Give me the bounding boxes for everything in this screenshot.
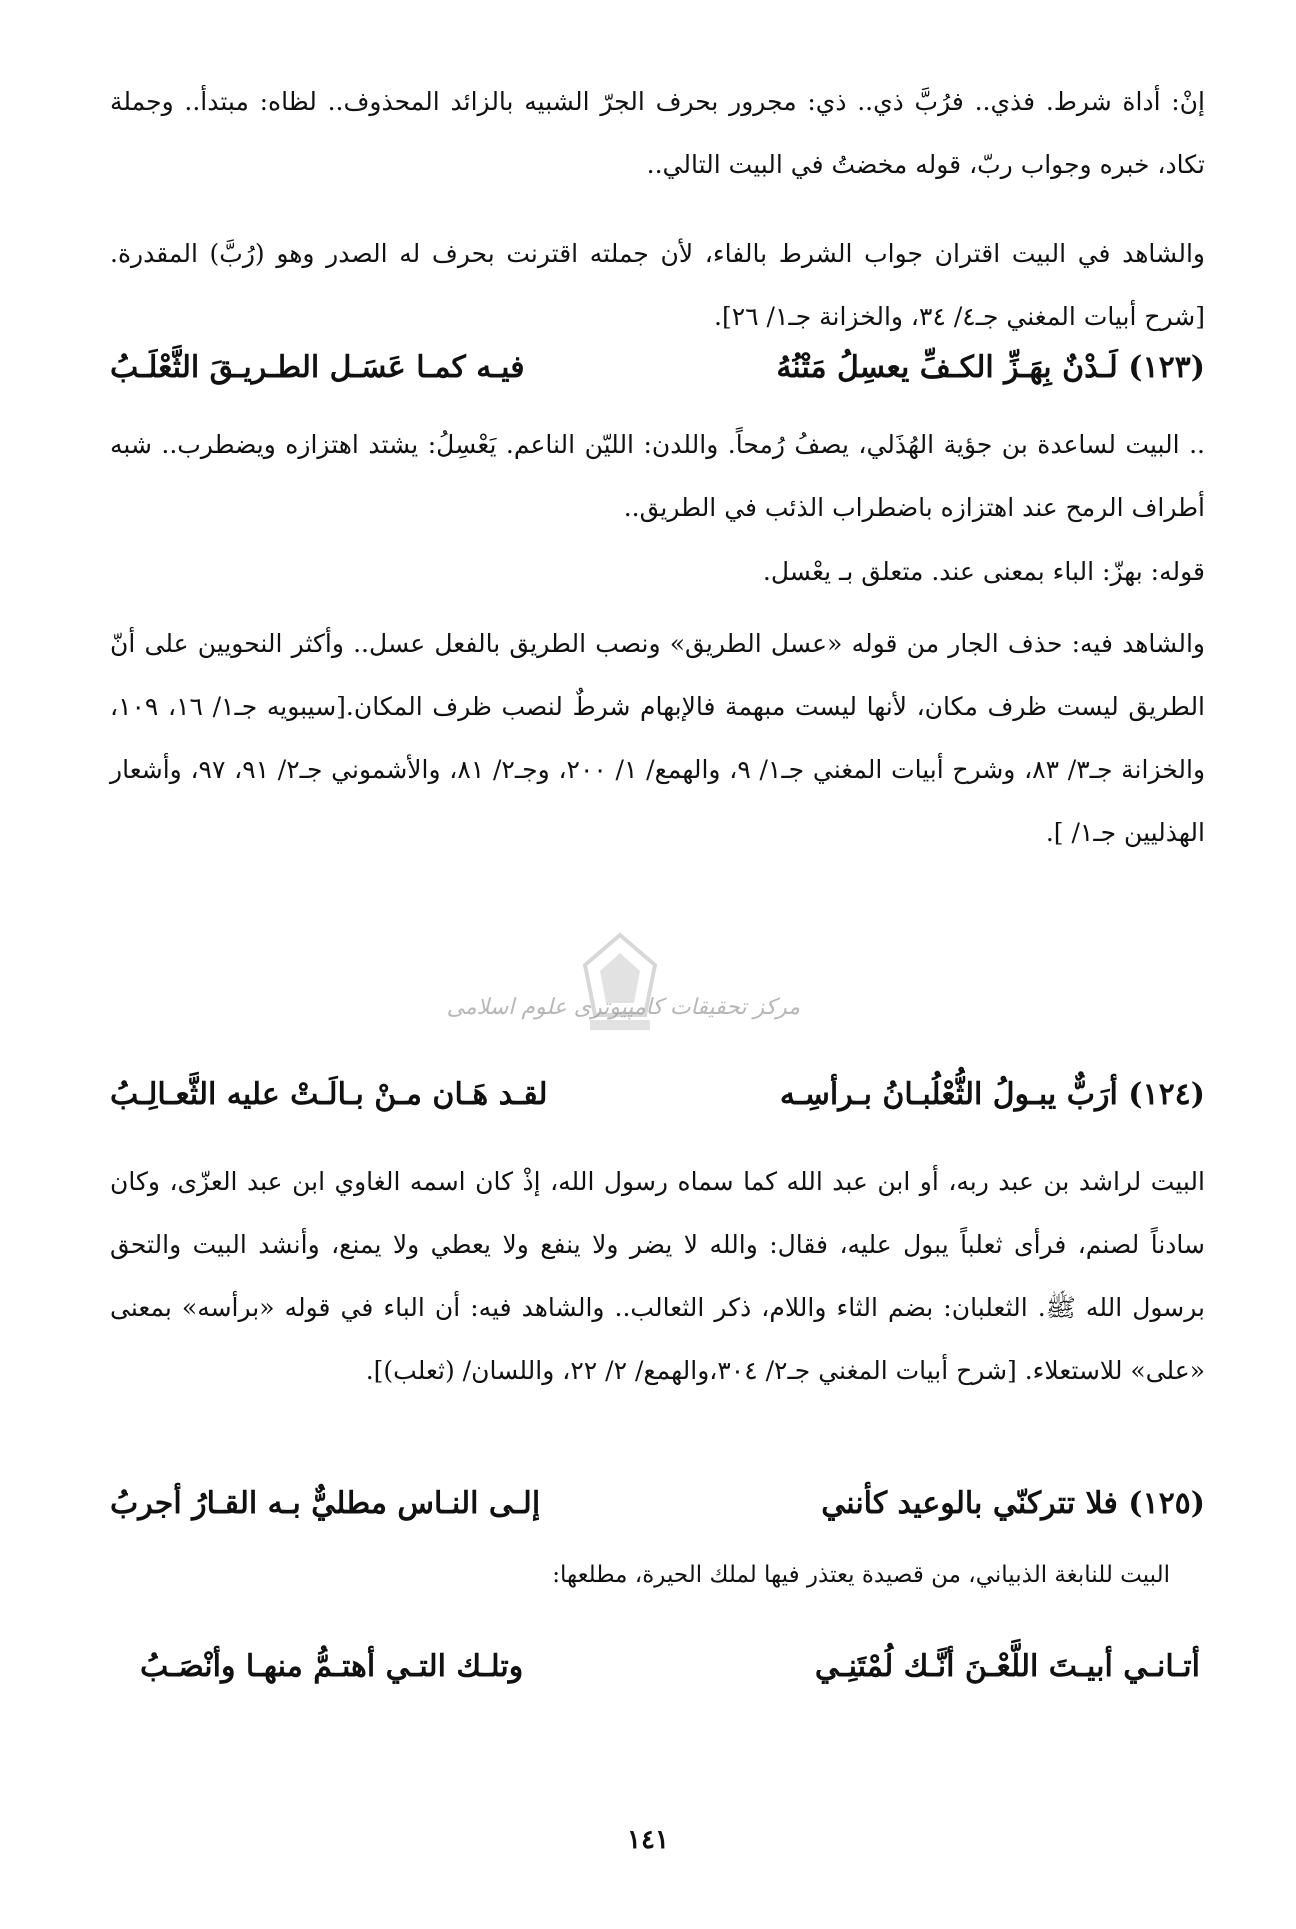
verse-first-hemistich: لَـدْنٌ بِهَـزِّ الكـفِّ يعسِلُ مَتْنُهُ (776, 350, 1118, 385)
paragraph-witness-122: والشاهد في البيت اقتران جواب الشرط بالفاء، لأن جملته اقترنت بحرف له الصدر وهو (رُبَّ) المقدرة. [شرح أبيات المغني جـ٤/ ٣٤، والخزانة جـ١/ ٢٦]. (110, 239, 1205, 331)
verse-first-hemistich: فلا تتركنّي بالوعيد كأنني (821, 1486, 1118, 1521)
paragraph-parsing-123: قوله: بهزّ: الباء بمعنى عند. متعلق بـ يعْسل. (762, 557, 1205, 586)
verse-number: (١٢٣) (1128, 350, 1205, 385)
verse-second-hemistich: إلـى النـاس مطليٌّ بـه القـارُ أجربُ (110, 1486, 541, 1521)
watermark-text: مرکز تحقیقات کامپیوتری علوم اسلامی (446, 995, 800, 1020)
verse-opening (140, 1645, 1200, 1689)
verse-second-hemistich: فيـه كمـا عَسَـل الطـريـقَ الثَّعْلَـبُ (110, 350, 525, 385)
verse-124 (110, 1073, 1205, 1117)
verse-second-hemistich: لقـد هَـان مـنْ بـالَـتْ عليه الثَّعـالِـبُ (110, 1077, 548, 1112)
paragraph-commentary-123: .. البيت لساعدة بن جؤية الهُذَلي، يصفُ رُمحاً. واللدن: الليّن الناعم. يَعْسِلُ: يشتد اهتزازه ويضطرب.. شبه أطراف الرمح عند اهتزازه باضطراب الذئب في الطريق.. (110, 430, 1205, 522)
page-number: ١٤١ (627, 1825, 669, 1855)
verse-first-hemistich: أتـانـي أبيـتَ اللَّعْـنَ أنَّـك لُمْتَنِـي (814, 1649, 1200, 1684)
verse-second-hemistich: وتلـك التـي أهتـمُّ منهـا وأنْصَـبُ (140, 1649, 524, 1684)
verse-first-hemistich: أرَبٌّ يبـولُ الثُّعْلُبـانُ بـرأسِـه (779, 1077, 1118, 1112)
paragraph-parsing-in: إنْ: أداة شرط. فذي.. فرُبَّ ذي.. ذي: مجرور بحرف الجرّ الشبيه بالزائد المحذوف.. لظاه: مبتدأ.. وجملة تكاد، خبره وجواب ربّ، قوله مخضتُ في البيت التالي.. (110, 87, 1205, 179)
paragraph-witness-123: والشاهد فيه: حذف الجار من قوله «عسل الطريق» ونصب الطريق بالفعل عسل.. وأكثر النحويين على أنّ الطريق ليست ظرف مكان، لأنها ليست مبهمة فالإبهام شرطٌ لنصب ظرف المكان.[سيبويه جـ١/ ١٦، ١٠٩، والخزانة جـ٣/ ٨٣، وشرح أبيات المغني جـ١/ ٩، والهمع/ ١/ ٢٠٠، وجـ٢/ ٨١، والأشموني جـ٢/ ٩١، ٩٧، وأشعار الهذليين جـ١/ ]. (110, 629, 1206, 847)
paragraph-commentary-124: البيت لراشد بن عبد ربه، أو ابن عبد الله كما سماه رسول الله، إذْ كان اسمه الغاوي ابن عبد العزّى، وكان سادناً لصنم، فرأى ثعلباً يبول عليه، فقال: والله لا يضر ولا ينفع ولا يعطي ولا يمنع، وأنشد البيت والتحق برسول الله ﷺ. الثعلبان: بضم الثاء واللام، ذكر الثعالب.. والشاهد فيه: أن الباء في قوله «برأسه» بمعنى «على» للاستعلاء. [شرح أبيات المغني جـ٢/ ٣٠٤،والهمع/ ٢/ ٢٢، واللسان/ (ثعلب)]. (110, 1167, 1205, 1385)
paragraph-commentary-125: البيت للنابغة الذبياني، من قصيدة يعتذر فيها لملك الحيرة، مطلعها: (552, 1562, 1170, 1588)
verse-123 (110, 346, 1205, 390)
verse-number: (١٢٤) (1128, 1077, 1205, 1112)
verse-125 (110, 1482, 1205, 1526)
verse-number: (١٢٥) (1128, 1486, 1205, 1521)
